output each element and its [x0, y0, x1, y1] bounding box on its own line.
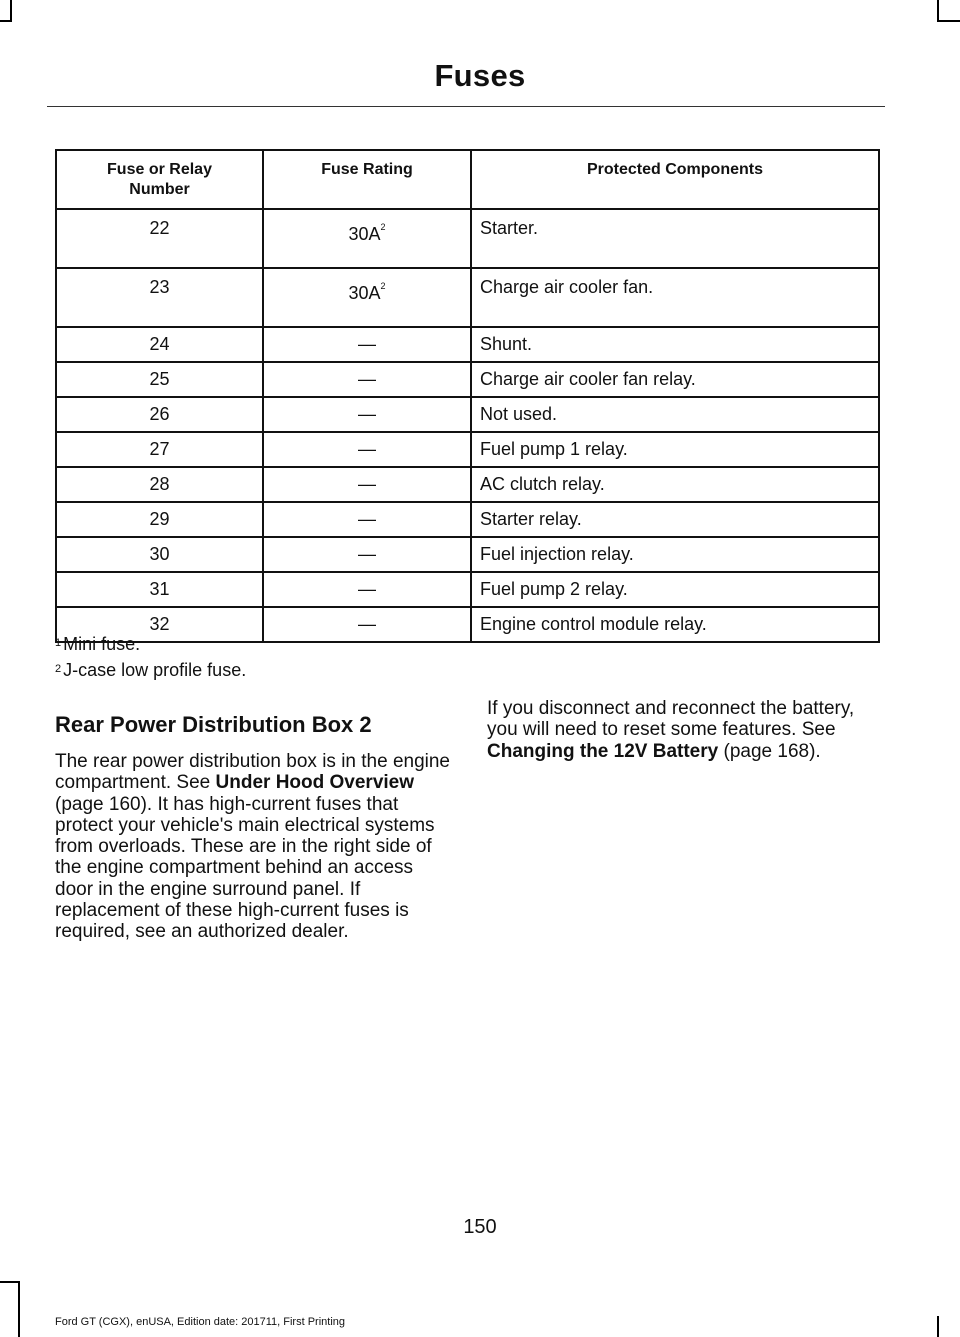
rating-value: 30A — [348, 283, 381, 303]
fuse-number: 32 — [56, 607, 263, 642]
column-header-rating: Fuse Rating — [263, 150, 471, 209]
section-heading: Rear Power Distribution Box 2 — [55, 712, 372, 737]
under-hood-overview-link[interactable]: Under Hood Overview — [215, 772, 415, 794]
protected-component: Shunt. — [471, 327, 879, 362]
table-row — [56, 268, 879, 327]
page-number: 150 — [463, 1216, 497, 1238]
table-row — [56, 467, 879, 502]
fuse-number: 25 — [56, 362, 263, 397]
protected-component: Charge air cooler fan. — [471, 268, 879, 327]
footnote-mark: 2 — [55, 663, 62, 675]
footnote-ref: 2 — [380, 281, 386, 291]
fuse-rating: — — [263, 537, 471, 572]
fuse-rating: — — [263, 432, 471, 467]
battery-reset-paragraph — [487, 698, 882, 762]
footnote-text: Mini fuse. — [63, 634, 141, 654]
crop-mark — [937, 1316, 939, 1337]
header-divider — [47, 106, 885, 107]
protected-component: Fuel pump 1 relay. — [471, 432, 879, 467]
fuse-number: 26 — [56, 397, 263, 432]
fuse-number: 28 — [56, 467, 263, 502]
protected-component: Fuel pump 2 relay. — [471, 572, 879, 607]
fuse-rating: — — [263, 502, 471, 537]
fuse-rating: — — [263, 572, 471, 607]
protected-component: Engine control module relay. — [471, 607, 879, 642]
fuse-number: 31 — [56, 572, 263, 607]
footnote-ref: 2 — [380, 222, 386, 232]
rating-value: 30A — [348, 224, 381, 244]
fuse-number: 23 — [56, 268, 263, 327]
protected-component: Starter relay. — [471, 502, 879, 537]
changing-battery-link[interactable]: Changing the 12V Battery — [487, 740, 719, 762]
table-header-row — [56, 150, 879, 209]
crop-mark — [937, 20, 960, 22]
paragraph-text: If you disconnect and reconnect the battery, you will need to reset some features. See — [487, 698, 855, 741]
crop-mark — [937, 0, 939, 20]
table-row — [56, 327, 879, 362]
table-row — [56, 537, 879, 572]
fuse-rating — [263, 268, 471, 327]
footnote-text: J-case low profile fuse. — [63, 660, 247, 680]
column-header-number: Fuse or Relay Number — [56, 150, 263, 209]
table-row — [56, 572, 879, 607]
table-row — [56, 362, 879, 397]
protected-component: Fuel injection relay. — [471, 537, 879, 572]
protected-component: Not used. — [471, 397, 879, 432]
fuse-rating: — — [263, 362, 471, 397]
footnote-2 — [55, 657, 246, 683]
table-row — [56, 432, 879, 467]
footer-edition-info: Ford GT (CGX), enUSA, Edition date: 201711, First Printing — [55, 1316, 345, 1328]
fuse-rating: — — [263, 467, 471, 502]
fuse-number: 30 — [56, 537, 263, 572]
fuse-number: 27 — [56, 432, 263, 467]
paragraph-text: (page 160). It has high-current fuses that protect your vehicle's main electrical systems from overloads. These are in the right side of the engine compartment behind an access door in the engine surround panel. If replacement of these high-current fuses is required, see an authorized dealer. — [55, 793, 435, 943]
fuse-number: 22 — [56, 209, 263, 268]
rear-pdb-paragraph — [55, 751, 450, 943]
protected-component: Charge air cooler fan relay. — [471, 362, 879, 397]
fuse-table — [55, 149, 880, 643]
protected-component: AC clutch relay. — [471, 467, 879, 502]
fuse-rating: — — [263, 327, 471, 362]
crop-mark — [0, 20, 12, 22]
crop-mark — [0, 1281, 20, 1283]
fuse-number: 29 — [56, 502, 263, 537]
paragraph-text: The rear power distribution box is in the engine compartment. See — [55, 751, 451, 794]
footnote-1 — [55, 631, 246, 657]
column-header-components: Protected Components — [471, 150, 879, 209]
table-row — [56, 209, 879, 268]
fuse-rating — [263, 209, 471, 268]
footnotes — [55, 631, 246, 683]
paragraph-text: (page 168). — [718, 740, 821, 762]
fuse-rating: — — [263, 607, 471, 642]
fuse-rating: — — [263, 397, 471, 432]
fuse-number: 24 — [56, 327, 263, 362]
crop-mark — [18, 1281, 20, 1337]
footnote-mark: 1 — [55, 637, 62, 649]
crop-mark — [10, 0, 12, 20]
protected-component: Starter. — [471, 209, 879, 268]
page-title: Fuses — [434, 58, 526, 93]
table-row — [56, 397, 879, 432]
table-row — [56, 502, 879, 537]
